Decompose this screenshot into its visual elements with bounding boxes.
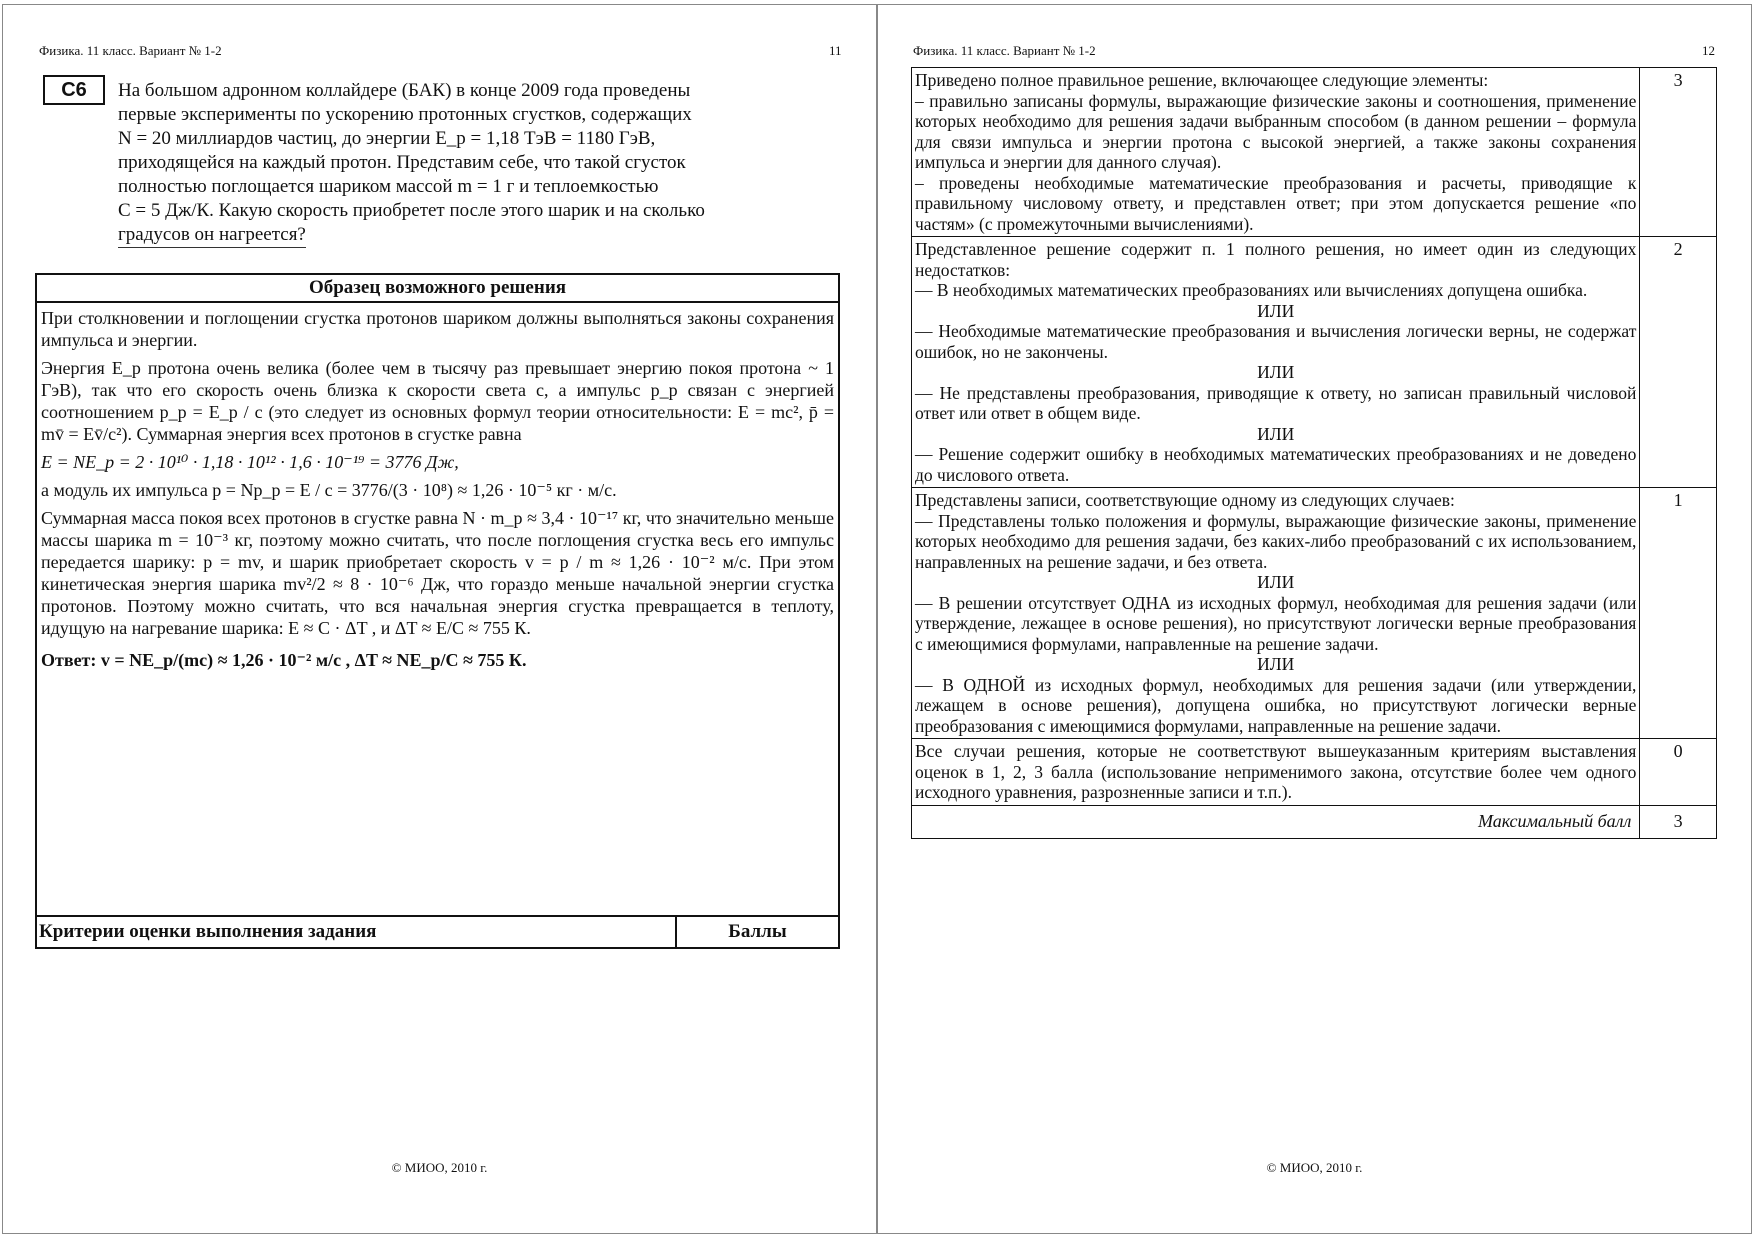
- criteria-text: — Не представлены преобразования, приводящие к ответу, но записан правильный числовой ответ или ответ в общем виде.: [915, 382, 1637, 423]
- criteria-or: ИЛИ: [1257, 362, 1295, 382]
- right-page: [877, 4, 1752, 1234]
- page-header: Физика. 11 класс. Вариант № 1-2: [39, 43, 222, 58]
- criteria-header-label: Критерии оценки выполнения задания: [37, 917, 677, 947]
- criteria-score: 1: [1640, 488, 1717, 739]
- criteria-text: — Представлены только положения и формулы, выражающие физические законы, применение которых необходимо для решения задачи, без каких-либо преобразований с их использованием, направленных на решение задачи, и без ответа.: [915, 510, 1637, 572]
- criteria-text: — Необходимые математические преобразования и вычисления логически верны, не содержат ошибок, но не закончены.: [915, 321, 1637, 362]
- criteria-description: [912, 237, 1640, 488]
- criteria-text: — В решении отсутствует ОДНА из исходных формул, необходимая для решения задачи (или утверждение, лежащее в основе решения), но присутствуют логически верные преобразования с имеющимися формулами, направленные на решение задачи.: [915, 592, 1637, 654]
- criteria-or: ИЛИ: [1257, 572, 1295, 592]
- max-score-value: 3: [1640, 805, 1717, 838]
- criteria-score: 3: [1640, 68, 1717, 237]
- criteria-table: [911, 67, 1717, 839]
- task-line: приходящейся на каждый протон. Представим себе, что такой сгусток: [118, 152, 686, 173]
- page-header: Физика. 11 класс. Вариант № 1-2: [913, 43, 1096, 58]
- criteria-score: 0: [1640, 739, 1717, 806]
- page-footer: © МИОО, 2010 г.: [391, 1160, 488, 1175]
- criteria-row: [912, 488, 1717, 739]
- criteria-text: — Решение содержит ошибку в необходимых математических преобразованиях и не доведено до числового ответа.: [915, 444, 1637, 485]
- criteria-description: [912, 68, 1640, 237]
- criteria-text: Все случаи решения, которые не соответствуют вышеуказанным критериям выставления оценок в 1, 2, 3 балла (использование неприменимого закона, отсутствие более чем одного исходного уравнения, разрозненные записи и т.п.).: [915, 741, 1637, 802]
- page-number: 12: [1702, 43, 1715, 58]
- task-line: полностью поглощается шариком массой m = 1 г и теплоемкостью: [118, 176, 659, 197]
- solution-box: [35, 273, 840, 949]
- task-line: N = 20 миллиардов частиц, до энергии E_p = 1,18 ТэВ = 1180 ГэВ,: [118, 128, 656, 149]
- criteria-text: – правильно записаны формулы, выражающие физические законы и соотношения, применение которых необходимо для решения задачи выбранным способом (в данном решении – формула для связи импульса и энергии протона с высокой энергией, а также законы сохранения импульса и энергии для данного случая).: [915, 90, 1637, 172]
- max-score-row: [912, 805, 1717, 838]
- page-number: 11: [829, 43, 842, 58]
- criteria-text: Приведено полное правильное решение, включающее следующие элементы:: [915, 70, 1489, 90]
- solution-paragraph: а модуль их импульса p = Np_p = E / c = 3776/(3 · 10⁸) ≈ 1,26 · 10⁻⁵ кг · м/с.: [41, 480, 617, 500]
- criteria-points-label: Баллы: [728, 921, 787, 942]
- criteria-text: — В необходимых математических преобразованиях или вычислениях допущена ошибка.: [915, 280, 1588, 300]
- criteria-or: ИЛИ: [1257, 654, 1295, 674]
- task-line: первые эксперименты по ускорению протонных сгустков, содержащих: [118, 104, 692, 125]
- solution-answer: Ответ: v = NE_p/(mc) ≈ 1,26 · 10⁻² м/с , ΔT ≈ NE_p/C ≈ 755 К.: [41, 650, 527, 670]
- solution-title: Образец возможного решения: [37, 275, 838, 303]
- task-line: C = 5 Дж/К. Какую скорость приобретет после этого шарик и на сколько: [118, 200, 705, 221]
- task-statement: [118, 79, 843, 248]
- criteria-text: – проведены необходимые математические преобразования и расчеты, приводящие к правильному числовому ответу, и представлен ответ; при этом допускается решение «по частям» (с промежуточными вычислениями).: [915, 172, 1637, 234]
- criteria-row: [912, 68, 1717, 237]
- criteria-text: — В ОДНОЙ из исходных формул, необходимых для решения задачи (или утверждении, лежащем в основе решения), допущена ошибка, но присутствуют логически верные преобразования с имеющимися формулами, направленные на решение задачи.: [915, 674, 1637, 736]
- criteria-row: [912, 237, 1717, 488]
- solution-body: [37, 303, 838, 671]
- task-label: C6: [43, 75, 105, 105]
- criteria-or: ИЛИ: [1257, 423, 1295, 444]
- task-line: На большом адронном коллайдере (БАК) в конце 2009 года проведены: [118, 80, 691, 101]
- solution-paragraph: При столкновении и поглощении сгустка протонов шариком должны выполняться законы сохранения импульса и энергии.: [41, 308, 834, 350]
- criteria-description: [912, 739, 1640, 806]
- criteria-row: [912, 739, 1717, 806]
- solution-paragraph: Энергия E_p протона очень велика (более чем в тысячу раз превышает энергию покоя протона ~ 1 ГэВ), так что его скорость очень близка к скорости света c, а импульс p_p связан с энергией соотношением p_p = E_p / c (это следует из основных формул теории относительности: E = mc², p̄ = mv̄ = Ev̄/c²). Суммарная энергия всех протонов в сгустке равна: [41, 358, 834, 444]
- page-footer: © МИОО, 2010 г.: [1266, 1160, 1363, 1175]
- criteria-or: ИЛИ: [1257, 300, 1295, 321]
- criteria-header-row: [37, 915, 838, 947]
- left-page: [2, 4, 877, 1234]
- task-line: градусов он нагреется?: [118, 223, 306, 248]
- criteria-text: Представлены записи, соответствующие одному из следующих случаев:: [915, 490, 1455, 510]
- max-score-label: Максимальный балл: [912, 805, 1640, 838]
- criteria-score: 2: [1640, 237, 1717, 488]
- criteria-description: [912, 488, 1640, 739]
- solution-equation: E = NE_p = 2 · 10¹⁰ · 1,18 · 10¹² · 1,6 · 10⁻¹⁹ = 3776 Дж,: [41, 452, 459, 472]
- criteria-text: Представленное решение содержит п. 1 полного решения, но имеет один из следующих недостатков:: [915, 239, 1637, 280]
- solution-paragraph: Суммарная масса покоя всех протонов в сгустке равна N · m_p ≈ 3,4 · 10⁻¹⁷ кг, что значительно меньше массы шарика m = 10⁻³ кг, поэтому можно считать, что после поглощения сгустка весь его импульс передается шарику: p = mv, и шарик приобретает скорость v = p / m ≈ 1,26 · 10⁻² м/с. При этом кинетическая энергия шарика mv²/2 ≈ 8 · 10⁻⁶ Дж, что гораздо меньше начальной энергии сгустка протонов. Поэтому можно считать, что вся начальная энергия сгустка превращается в теплоту, идущую на нагревание шарика: E ≈ C · ΔT , и ΔT ≈ E/C ≈ 755 К.: [41, 508, 834, 638]
